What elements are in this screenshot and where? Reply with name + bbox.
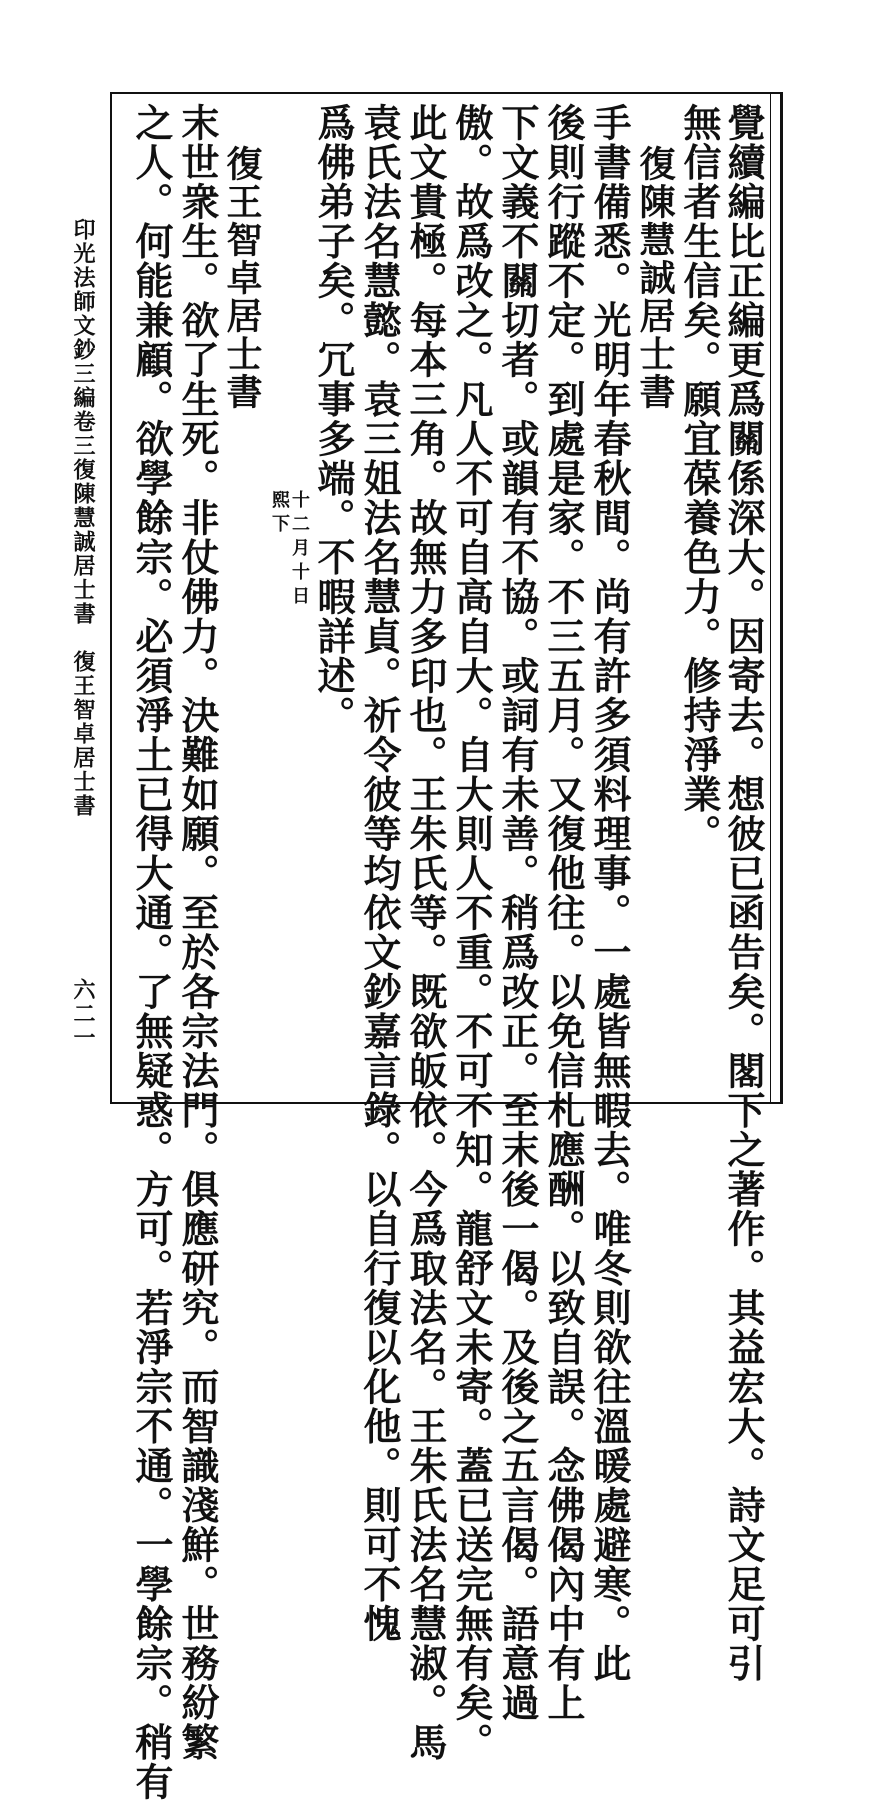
text-line-12: 末世衆生。欲了生死。非仗佛力。決難如願。至於各宗法門。俱應研究。而智識淺鮮。世務紛繁 — [175, 103, 220, 1762]
letter-title-wang: 復王智卓居士書 — [221, 145, 263, 411]
right-border-outer — [780, 92, 783, 1104]
book-title-margin: 印光法師文鈔三編卷三 — [70, 218, 96, 458]
top-border — [110, 92, 783, 94]
text-line-6: 下文義不關切者。或韻有不協。或詞有未善。稍爲改正。至末後一偈。及後之五言偈。語意過 — [495, 103, 540, 1723]
dateline-note-left: 熙下 — [269, 490, 290, 538]
page-number: 六二一 — [70, 978, 96, 1050]
left-border — [110, 92, 112, 1104]
text-line-9: 袁氏法名慧懿。袁三姐法名慧貞。祈令彼等均依文鈔嘉言錄。以自行復以化他。則可不愧 — [357, 103, 402, 1644]
text-line-5: 後則行蹤不定。到處是家。不三五月。又復他往。以免信札應酬。以致自誤。念佛偈內中有上 — [541, 103, 586, 1723]
text-line-8: 此文貴極。每本三角。故無力多印也。王朱氏等。既欲皈依。今爲取法名。王朱氏法名慧淑。馬 — [403, 103, 448, 1762]
text-line-7: 傲。故爲改之。凡人不可自高自大。自大則人不重。不可不知。龍舒文未寄。蓋已送完無有矣。 — [449, 103, 494, 1762]
text-line-10: 爲佛弟子矣。冗事多端。不暇詳述。 — [311, 103, 356, 735]
text-line-2: 無信者生信矣。願宜葆養色力。修持淨業。 — [677, 103, 722, 854]
letter-title-chen: 復陳慧誠居士書 — [634, 145, 676, 411]
text-line-4: 手書備悉。光明年春秋間。尚有許多須料理事。一處皆無暇去。唯冬則欲往溫暖處避寒。此 — [587, 103, 632, 1683]
text-line-13: 之人。何能兼顧。欲學餘宗。必須淨土已得大通。了無疑惑。方可。若淨宗不通。一學餘宗。稍有 — [129, 103, 174, 1802]
dateline-note-right: 十二月十日 — [289, 490, 310, 610]
section-titles-margin: 復陳慧誠居士書 復王智卓居士書 — [70, 458, 96, 818]
text-line-1: 覺續編比正編更爲關係深大。因寄去。想彼已函告矣。閣下之著作。其益宏大。詩文足可引 — [721, 103, 766, 1683]
right-border-inner — [770, 92, 771, 1104]
